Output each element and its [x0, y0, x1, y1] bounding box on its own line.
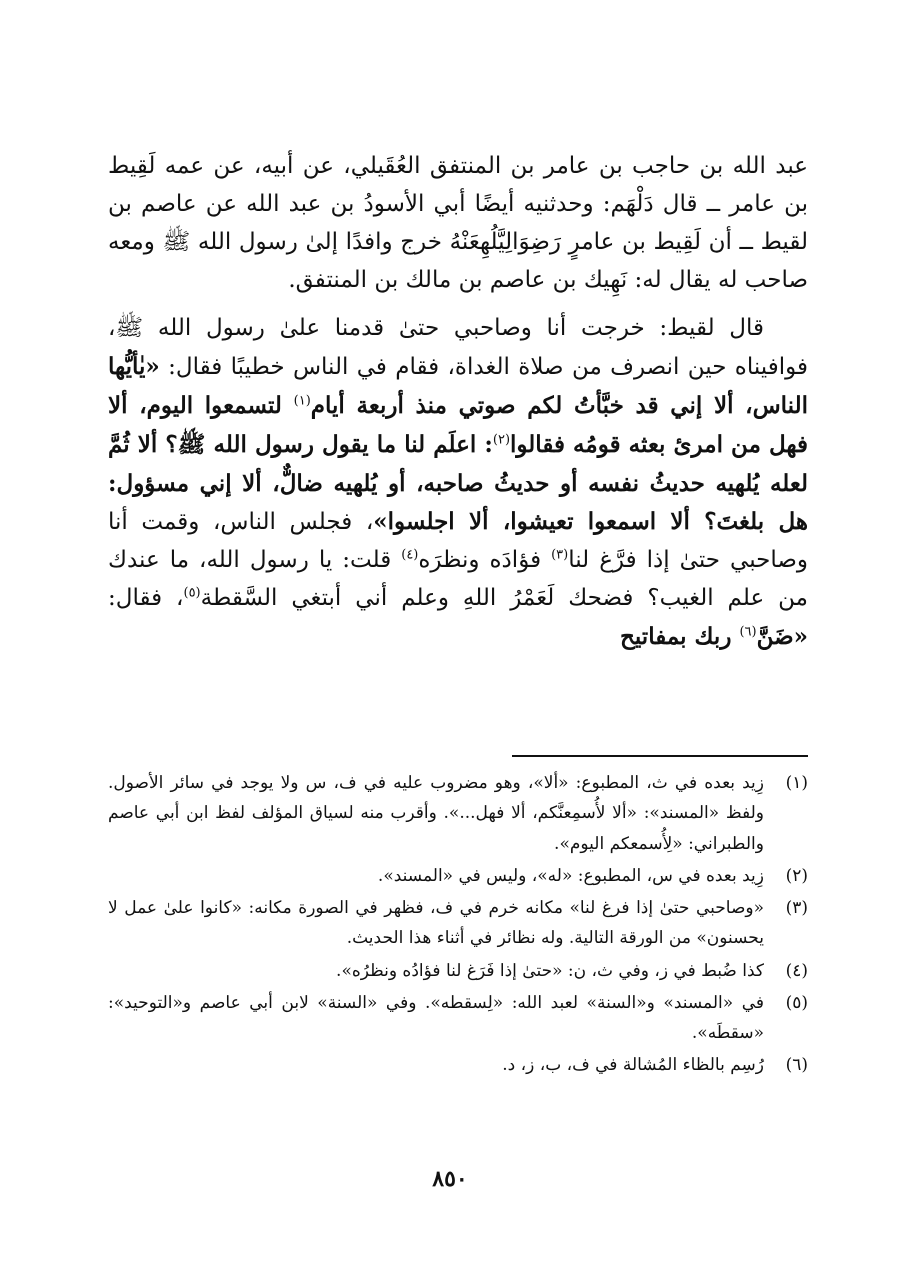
- footnote-item: [108, 893, 808, 954]
- paragraph-2-segment: فؤادَه ونظرَه: [418, 547, 552, 574]
- footnote-ref: (٦): [739, 624, 757, 640]
- hadith-segment: لتسمعوا اليوم، ألا فهل من امرئ بعثه قومُه فقالوا: [108, 391, 809, 458]
- footnote-text: رُسِم بالظاء المُشالة في ف، ب، ز، د.: [502, 1055, 764, 1076]
- footnote-ref: (٣): [551, 547, 569, 563]
- footnote-ref: (٤): [401, 547, 419, 563]
- hadith-segment: : اعلَم لنا ما يقول رسول الله ﷺ؟ ألا ثُمَّ لعله يُلهيه حديثُ نفسه أو حديثُ صاحبه، أو يُلهيه ضالٌّ، ألا إني مسؤول: هل بلغتَ؟ ألا اسمعوا تعيشوا، ألا اجلسوا»: [108, 430, 808, 536]
- footnotes: [108, 768, 808, 1083]
- paragraph-1: عبد الله بن حاجب بن عامر بن المنتفق العُقَيلي، عن أبيه، عن عمه لَقِيط بن عامر ــ قال دَلْهَم: وحدثنيه أيضًا أبي الأسودُ بن عبد الله عن عاصم بن لقيط ــ أن لَقِيط بن عامرٍ رَضِوَالِيَّلُهِعَنْهُ خرج وافدًا إلىٰ رسول الله ﷺ ومعه صاحب له يقال له: نَهِيك بن عاصم بن مالك بن المنتفق.: [108, 153, 808, 293]
- footnote-item: [108, 1050, 808, 1080]
- footnote-number: (٦): [785, 1055, 808, 1076]
- footnote-number: (٥): [785, 992, 808, 1013]
- footnote-number: (٣): [785, 898, 808, 918]
- hadith-segment: «ضَنَّ: [756, 623, 808, 651]
- hadith-segment: «يٰأيُّها الناس، ألا إني قد خبَّأتُ لكم صوتي منذ أربعة أيام: [108, 352, 809, 419]
- footnote-number: (١): [785, 773, 808, 793]
- footnote-ref: (٥): [183, 585, 201, 601]
- footnote-text: في «المسند» و«السنة» لعبد الله: «لِسقطه». وفي «السنة» لابن أبي عاصم و«التوحيد»: «سقطَه».: [108, 992, 764, 1043]
- paragraph-2-segment: قلت: يا رسول الله، ما عندك من علم الغيب؟ فضحك لَعَمْرُ اللهِ وعلم أني أبتغي السَّقطة: [108, 547, 808, 612]
- paragraph-2: [108, 310, 808, 657]
- footnote-number: (٢): [785, 865, 808, 886]
- footnote-item: [108, 768, 808, 859]
- footnote-text: زِيد بعده في ث، المطبوع: «ألا»، وهو مضروب عليه في ف، س ولا يوجد في سائر الأصول. ولفظ «المسند»: «ألا لأُسمِعنَّكم، ألا فهل...». وأقرب منه لسياق المؤلف لفظ ابن أبي عاصم والطبراني: «لِأُسمعكم اليوم».: [108, 773, 764, 854]
- footnote-item: [108, 988, 808, 1049]
- paragraph-2-segment: قال لقيط: خرجت أنا وصاحبي حتىٰ قدمنا علىٰ رسول الله ﷺ، فوافيناه حين انصرف من صلاة الغداة، فقام في الناس خطيبًا فقال:: [108, 314, 808, 380]
- paragraph-2-segment: ، فقال:: [108, 585, 184, 612]
- footnote-ref: (١): [293, 392, 311, 408]
- hadith-segment: ربك بمفاتيح: [620, 623, 740, 651]
- footnote-item: [108, 861, 808, 891]
- footnote-text: زِيد بعده في س، المطبوع: «له»، وليس في «المسند».: [377, 865, 764, 886]
- footnote-text: «وصاحبي حتىٰ إذا فرغ لنا» مكانه خرم في ف، فظهر في الصورة مكانه: «كانوا علىٰ عمل لا يحسنون» من الورقة التالية. وله نظائر في أثناء هذا الحديث.: [108, 898, 764, 949]
- footnote-number: (٤): [785, 960, 808, 981]
- paragraph-2-segment: ، فجلس الناس، وقمت أنا وصاحبي حتىٰ إذا فرَّغ لنا: [108, 509, 808, 574]
- hadith-text: [620, 623, 808, 650]
- footnote-item: [108, 956, 808, 986]
- main-body-text: [108, 148, 808, 667]
- page-number: ٨٥٠: [432, 1166, 468, 1192]
- footnote-text: كذا ضُبط في ز، وفي ث، ن: «حتىٰ إذا فَرَغ لنا فؤادُه ونظرُه».: [336, 960, 764, 981]
- footnote-ref: (٢): [492, 431, 511, 447]
- footnote-divider: [512, 755, 808, 757]
